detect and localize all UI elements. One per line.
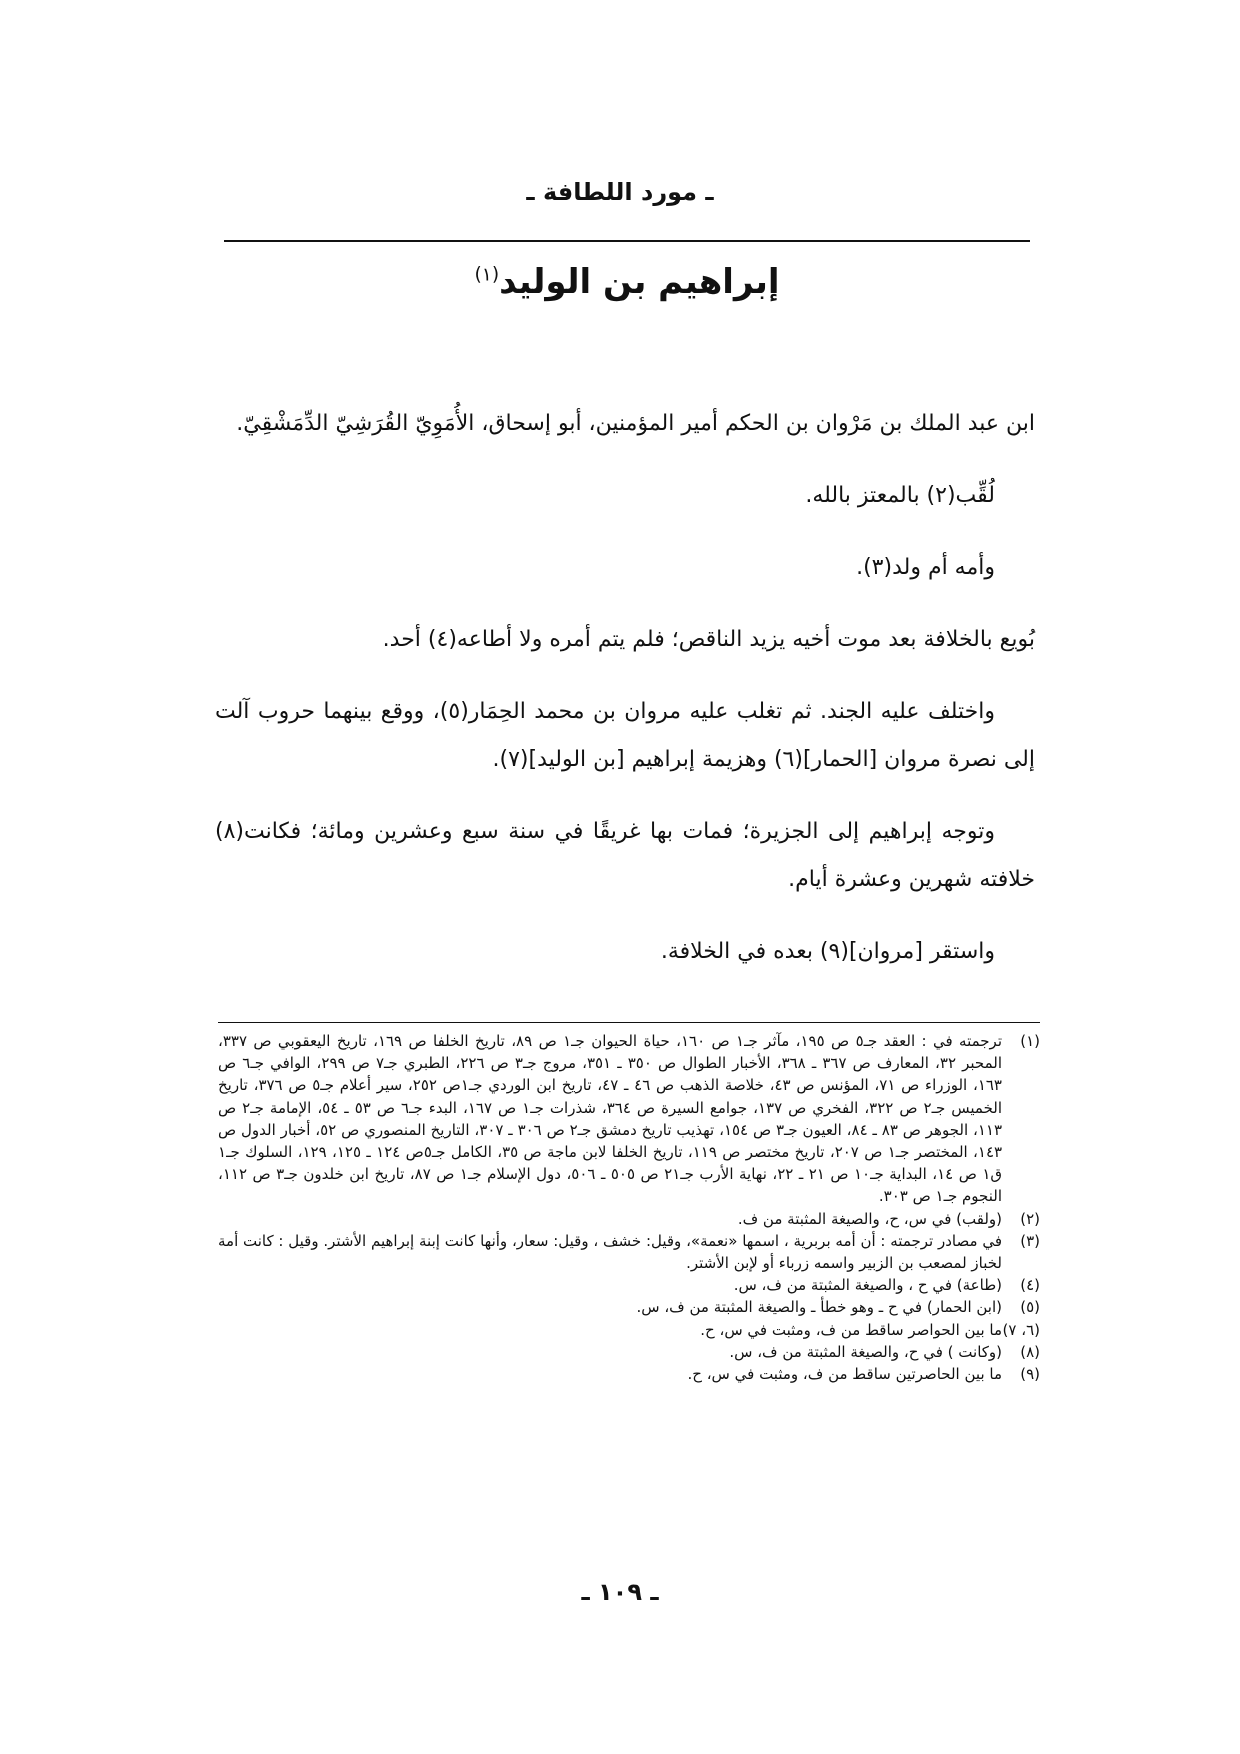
footnote (218, 1030, 1040, 1208)
paragraph: ابن عبد الملك بن مَرْوان بن الحكم أمير المؤمنين، أبو إسحاق، الأُمَوِيّ القُرَشِيّ الدِّمَشْقِيّ. (236, 411, 1035, 436)
footnote-rule (218, 1022, 1040, 1023)
footnote (218, 1274, 1040, 1296)
page-number: ـ ١٠٩ ـ (581, 1578, 659, 1606)
paragraph: وأمه أم ولد(٣). (856, 555, 995, 580)
paragraph: بُويع بالخلافة بعد موت أخيه يزيد الناقص؛ فلم يتم أمره ولا أطاعه(٤) أحد. (382, 627, 1035, 652)
title-note-marker: (١) (474, 264, 500, 286)
footnote-number: (٩) (1020, 1365, 1040, 1384)
footnote-number: (٨) (1020, 1342, 1040, 1361)
footnotes (218, 1030, 1040, 1385)
footnote-text: ما بين الحاصرتين ساقط من ف، ومثبت في س، ح. (687, 1365, 1002, 1384)
footnote (218, 1341, 1040, 1363)
footnote (218, 1208, 1040, 1230)
running-head: ـ مورد اللطافة ـ (526, 178, 714, 206)
footnote-number: (٥) (1020, 1298, 1040, 1317)
footnote-number: (٦، ٧) (1002, 1320, 1040, 1339)
footnote-number: (٢) (1020, 1209, 1040, 1228)
entry-title-text: إبراهيم بن الوليد (499, 262, 780, 302)
paragraph: واختلف عليه الجند. ثم تغلب عليه مروان بن محمد الحِمَار(٥)، ووقع بينهما حروب آلت إلى نصرة مروان [الحمار](٦) وهزيمة إبراهيم [بن الوليد](٧). (215, 699, 1035, 772)
footnote-text: (ولقب) في س، ح، والصيغة المثبتة من ف. (737, 1209, 1002, 1228)
entry-title (224, 262, 1030, 302)
header-rule (224, 240, 1030, 242)
footnote-text: (ابن الحمار) في ح ـ وهو خطأ ـ والصيغة المثبتة من ف، س. (636, 1298, 1002, 1317)
footnote-text: ما بين الحواصر ساقط من ف، ومثبت في س، ح. (700, 1320, 1002, 1339)
footnote (218, 1230, 1040, 1274)
paragraph: واستقر [مروان](٩) بعده في الخلافة. (660, 939, 995, 964)
footnote (218, 1296, 1040, 1318)
footnote (218, 1363, 1040, 1385)
footnote-number: (٤) (1020, 1276, 1040, 1295)
footnote-text: في مصادر ترجمته : أن أمه بربرية ، اسمها «نعمة»، وقيل: خشف ، وقيل: سعار، وأنها كانت إبنة إبراهيم الأشتر. وقيل : كانت أمة لخباز لمصعب بن الزبير واسمه زرباء أو لإبن الأشتر. (218, 1231, 1002, 1273)
footnote-text: ترجمته في : العقد جـ٥ ص ١٩٥، مآثر جـ١ ص ١٦٠، حياة الحيوان جـ١ ص ٨٩، تاريخ الخلفا ص ١٦٩، تاريخ اليعقوبي ص ٣٣٧، المحبر ٣٢، المعارف ص ٣٦٧ ـ ٣٦٨، الأخبار الطوال ص ٣٥٠ ـ ٣٥١، مروج جـ٣ ص ٢٢٦، الطبري جـ٧ ص ٢٩٩، الوافي جـ٦ ص ١٦٣، الوزراء ص ٧١، المؤنس ص ٤٣، خلاصة الذهب ص ٤٦ ـ ٤٧، تاريخ ابن الوردي جـ١ص ٢٥٢، سير أعلام جـ٥ ص ٣٧٦، تاريخ الخميس جـ٢ ص ٣٢٢، الفخري ص ١٣٧، جوامع السيرة ص ٣٦٤، شذرات جـ١ ص ١٦٧، البدء جـ٦ ص ٥٣ ـ ٥٤، الإمامة جـ٢ ص ١١٣، الجوهر ص ٨٣ ـ ٨٤، العيون جـ٣ ص ١٥٤، تهذيب تاريخ دمشق جـ٢ ص ٣٠٦ ـ ٣٠٧، التاريخ المنصوري ص ٥٢، أخبار الدول ص ١٤٣، المختصر جـ١ ص ٢٠٧، تاريخ مختصر ص ١١٩، تاريخ الخلفا لابن ماجة ص ٣٥، الكامل جـ٥ص ١٢٤ ـ ١٢٥، ١٢٩، السلوك جـ١ ق١ ص ١٤، البداية جـ١٠ ص ٢١ ـ ٢٢، نهاية الأرب جـ٢١ ص ٥٠٥ ـ ٥٠٦، دول الإسلام جـ١ ص ٨٧، تاريخ ابن خلدون جـ٣ ص ١١٢، النجوم جـ١ ص ٣٠٣. (218, 1032, 1003, 1206)
footnote-text: (وكانت ) في ح، والصيغة المثبتة من ف، س. (729, 1342, 1002, 1361)
paragraph: وتوجه إبراهيم إلى الجزيرة؛ فمات بها غريقًا في سنة سبع وعشرين ومائة؛ فكانت(٨) خلافته شهرين وعشرة أيام. (215, 819, 1035, 892)
body-text (215, 400, 1035, 1000)
paragraph: لُقِّب(٢) بالمعتز بالله. (805, 483, 995, 508)
footnote-number: (٣) (1020, 1231, 1040, 1250)
footnote-number: (١) (1020, 1032, 1040, 1050)
footnote-text: (طاعة) في ح ، والصيغة المثبتة من ف، س. (733, 1276, 1002, 1295)
footnote (218, 1319, 1040, 1341)
